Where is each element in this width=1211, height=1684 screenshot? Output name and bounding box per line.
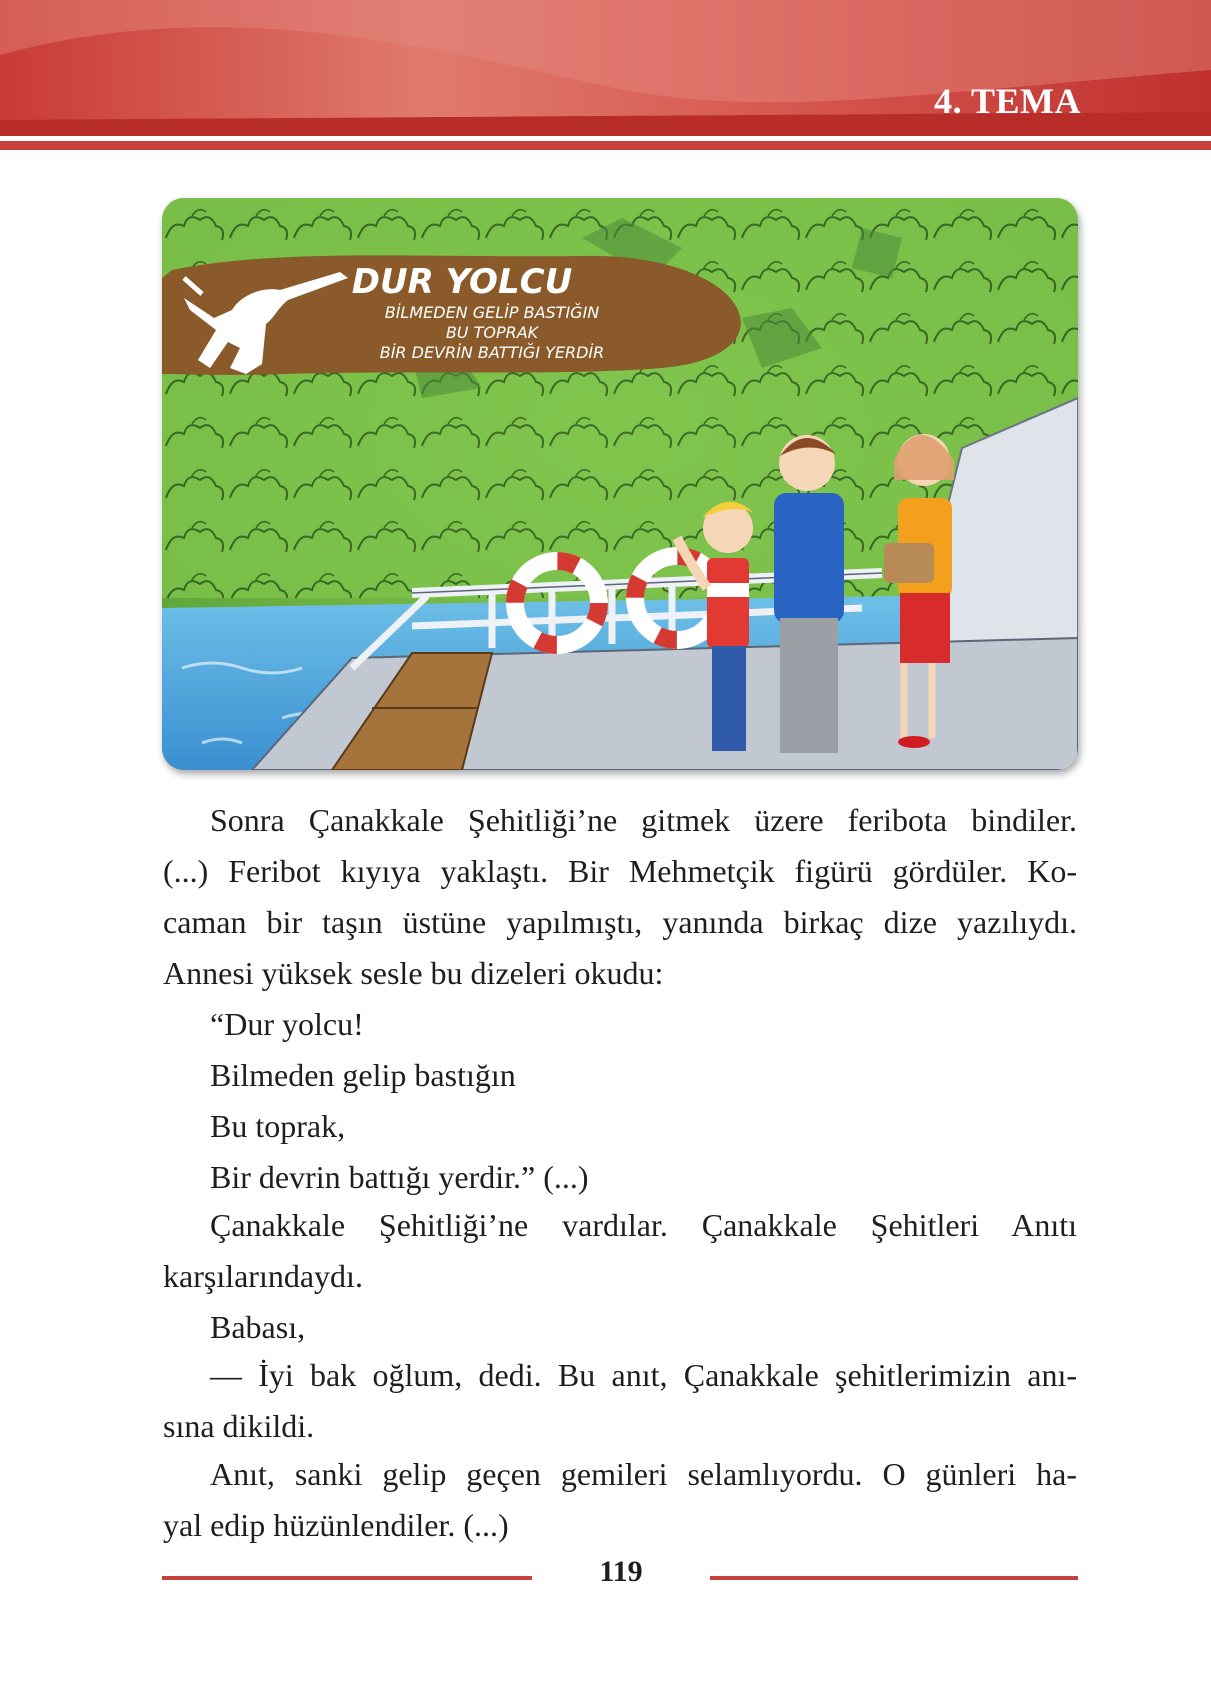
page-number: 119 xyxy=(599,1555,643,1588)
paragraph xyxy=(163,1200,1077,1302)
poem-line: Bu toprak, xyxy=(210,1108,346,1144)
sign-line: BİR DEVRİN BATTIĞI YERDİR xyxy=(379,343,605,362)
footer-rule-right xyxy=(710,1576,1078,1580)
sign-line: BU TOPRAK xyxy=(445,323,539,342)
paragraph xyxy=(163,795,1077,999)
paragraph xyxy=(163,1449,1077,1551)
text-line: sına dikildi. xyxy=(163,1408,315,1444)
poem-line: Bilmeden gelip bastığın xyxy=(210,1057,516,1093)
text-line: (...) Feribot kıyıya yaklaştı. Bir Mehmetçik figürü gördüler. Ko- xyxy=(163,853,1077,889)
sign-line: BİLMEDEN GELİP BASTIĞIN xyxy=(384,303,600,322)
paragraph: Babası, xyxy=(210,1309,306,1345)
text-line: caman bir taşın üstüne yapılmıştı, yanında birkaç dize yazılıydı. xyxy=(163,904,1077,940)
ferry-illustration xyxy=(162,198,1078,770)
sign-title: DUR YOLCU xyxy=(351,262,573,302)
page-header xyxy=(0,0,1211,160)
poem-line: “Dur yolcu! xyxy=(210,1006,364,1042)
footer-rule-left xyxy=(162,1576,532,1580)
text-line: Sonra Çanakkale Şehitliği’ne gitmek üzere feribota bindiler. xyxy=(210,802,1077,838)
page-footer xyxy=(162,1555,1078,1595)
theme-label: 4. TEMA xyxy=(934,81,1081,121)
text-line: karşılarındaydı. xyxy=(163,1258,363,1294)
body-text xyxy=(163,795,1077,1551)
text-line: yal edip hüzünlendiler. (...) xyxy=(163,1507,509,1543)
text-line: Çanakkale Şehitliği’ne vardılar. Çanakkale Şehitleri Anıtı xyxy=(210,1207,1077,1243)
text-line: — İyi bak oğlum, dedi. Bu anıt, Çanakkale şehitlerimizin anı- xyxy=(210,1357,1077,1393)
text-line: Anıt, sanki gelip geçen gemileri selamlıyordu. O günleri ha- xyxy=(210,1456,1077,1492)
paragraph xyxy=(163,1350,1077,1452)
poem-line: Bir devrin battığı yerdir.” (...) xyxy=(210,1159,589,1195)
text-line: Annesi yüksek sesle bu dizeleri okudu: xyxy=(163,955,664,991)
